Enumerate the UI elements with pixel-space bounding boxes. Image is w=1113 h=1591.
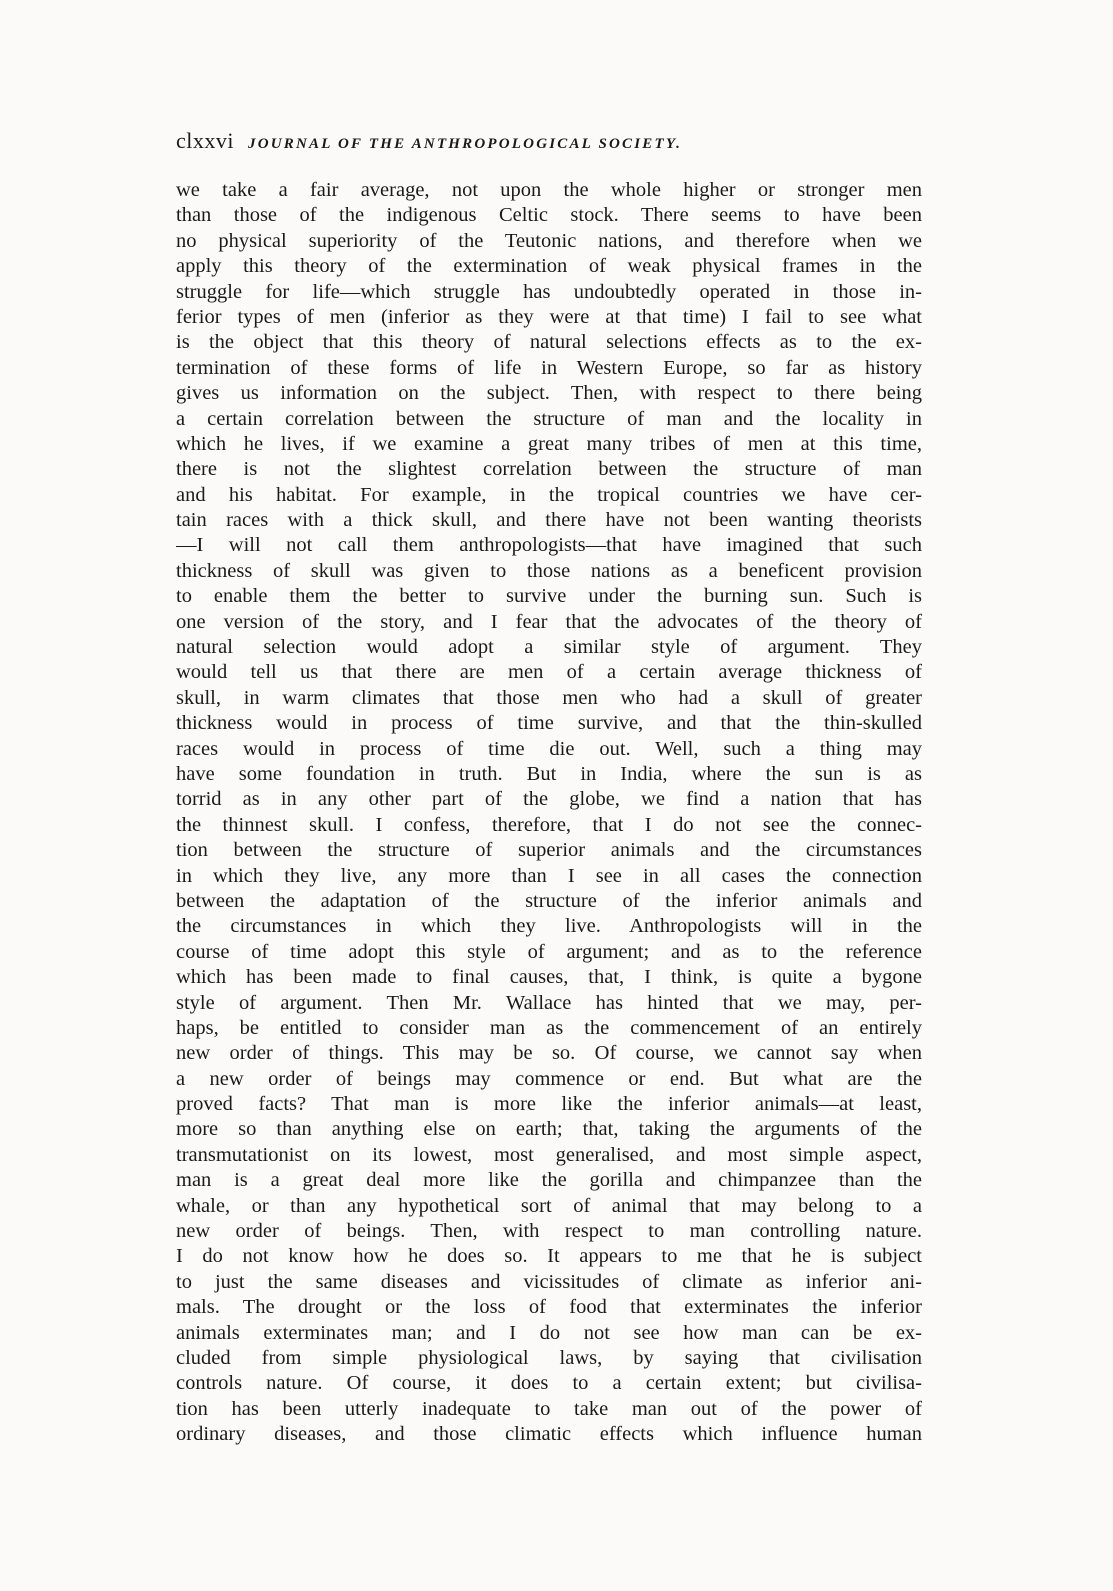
text-line: style of argument. Then Mr. Wallace has hinted that we may, per-	[176, 991, 922, 1014]
text-line: new order of things. This may be so. Of course, we cannot say when	[176, 1042, 922, 1065]
text-line: which has been made to final causes, that, I think, is quite a bygone	[176, 966, 922, 989]
text-line: the thinnest skull. I confess, therefore, that I do not see the connec-	[176, 813, 922, 836]
text-line: ferior types of men (inferior as they were at that time) I fail to see what	[176, 305, 922, 328]
text-line: more so than anything else on earth; that, taking the arguments of the	[176, 1118, 922, 1141]
text-line: natural selection would adopt a similar style of argument. They	[176, 636, 922, 659]
text-line: —I will not call them anthropologists—that have imagined that such	[176, 534, 922, 557]
text-line: man is a great deal more like the gorilla and chimpanzee than the	[176, 1169, 922, 1192]
text-line: haps, be entitled to consider man as the commencement of an entirely	[176, 1016, 922, 1039]
text-line: ordinary diseases, and those climatic effects which influence human	[176, 1423, 922, 1446]
text-line: proved facts? That man is more like the inferior animals—at least,	[176, 1093, 922, 1116]
text-line: tion has been utterly inadequate to take man out of the power of	[176, 1397, 922, 1420]
journal-title: JOURNAL OF THE ANTHROPOLOGICAL SOCIETY.	[248, 136, 683, 152]
text-line: have some foundation in truth. But in India, where the sun is as	[176, 762, 922, 785]
text-line: to enable them the better to survive under the burning sun. Such is	[176, 585, 922, 608]
text-line: struggle for life—which struggle has undoubtedly operated in those in-	[176, 280, 922, 303]
text-line: which he lives, if we examine a great many tribes of men at this time,	[176, 432, 922, 455]
text-line: I do not know how he does so. It appears to me that he is subject	[176, 1245, 922, 1268]
text-line: controls nature. Of course, it does to a certain extent; but civilisa-	[176, 1372, 922, 1395]
text-line: tion between the structure of superior animals and the circumstances	[176, 839, 922, 862]
text-line: apply this theory of the extermination of weak physical frames in the	[176, 255, 922, 278]
text-line: no physical superiority of the Teutonic nations, and therefore when we	[176, 229, 922, 252]
page-number: clxxvi	[176, 128, 234, 153]
text-line: we take a fair average, not upon the whole higher or stronger men	[176, 179, 922, 201]
text-line: cluded from simple physiological laws, by saying that civilisation	[176, 1346, 922, 1369]
body-text	[176, 178, 922, 1448]
text-line: torrid as in any other part of the globe, we find a nation that has	[176, 788, 922, 811]
text-line: the circumstances in which they live. Anthropologists will in the	[176, 915, 922, 938]
text-line: termination of these forms of life in Western Europe, so far as history	[176, 356, 922, 379]
text-line: in which they live, any more than I see in all cases the connection	[176, 864, 922, 887]
text-line: is the object that this theory of natural selections effects as to the ex-	[176, 331, 922, 354]
text-line: course of time adopt this style of argument; and as to the reference	[176, 940, 922, 963]
text-line: there is not the slightest correlation between the structure of man	[176, 458, 922, 481]
text-line: whale, or than any hypothetical sort of animal that may belong to a	[176, 1194, 922, 1217]
text-line: transmutationist on its lowest, most generalised, and most simple aspect,	[176, 1143, 922, 1166]
text-line: skull, in warm climates that those men who had a skull of greater	[176, 686, 922, 709]
text-line: tain races with a thick skull, and there have not been wanting theorists	[176, 509, 922, 532]
text-line: a new order of beings may commence or end. But what are the	[176, 1067, 922, 1090]
text-line: new order of beings. Then, with respect to man controlling nature.	[176, 1220, 922, 1243]
text-line: races would in process of time die out. Well, such a thing may	[176, 737, 922, 760]
text-line: to just the same diseases and vicissitudes of climate as inferior ani-	[176, 1270, 922, 1293]
text-line: thickness would in process of time survive, and that the thin-skulled	[176, 712, 922, 735]
text-line: one version of the story, and I fear that the advocates of the theory of	[176, 610, 922, 633]
text-line: a certain correlation between the structure of man and the locality in	[176, 407, 922, 430]
text-line: thickness of skull was given to those nations as a beneficent provision	[176, 559, 922, 582]
text-line: between the adaptation of the structure of the inferior animals and	[176, 889, 922, 912]
text-line: than those of the indigenous Celtic stock. There seems to have been	[176, 204, 922, 227]
text-line: and his habitat. For example, in the tropical countries we have cer-	[176, 483, 922, 506]
text-line: mals. The drought or the loss of food that exterminates the inferior	[176, 1296, 922, 1319]
text-line: gives us information on the subject. Then, with respect to there being	[176, 382, 922, 405]
text-line: animals exterminates man; and I do not see how man can be ex-	[176, 1321, 922, 1344]
text-line: would tell us that there are men of a certain average thickness of	[176, 661, 922, 684]
running-head	[176, 128, 936, 158]
